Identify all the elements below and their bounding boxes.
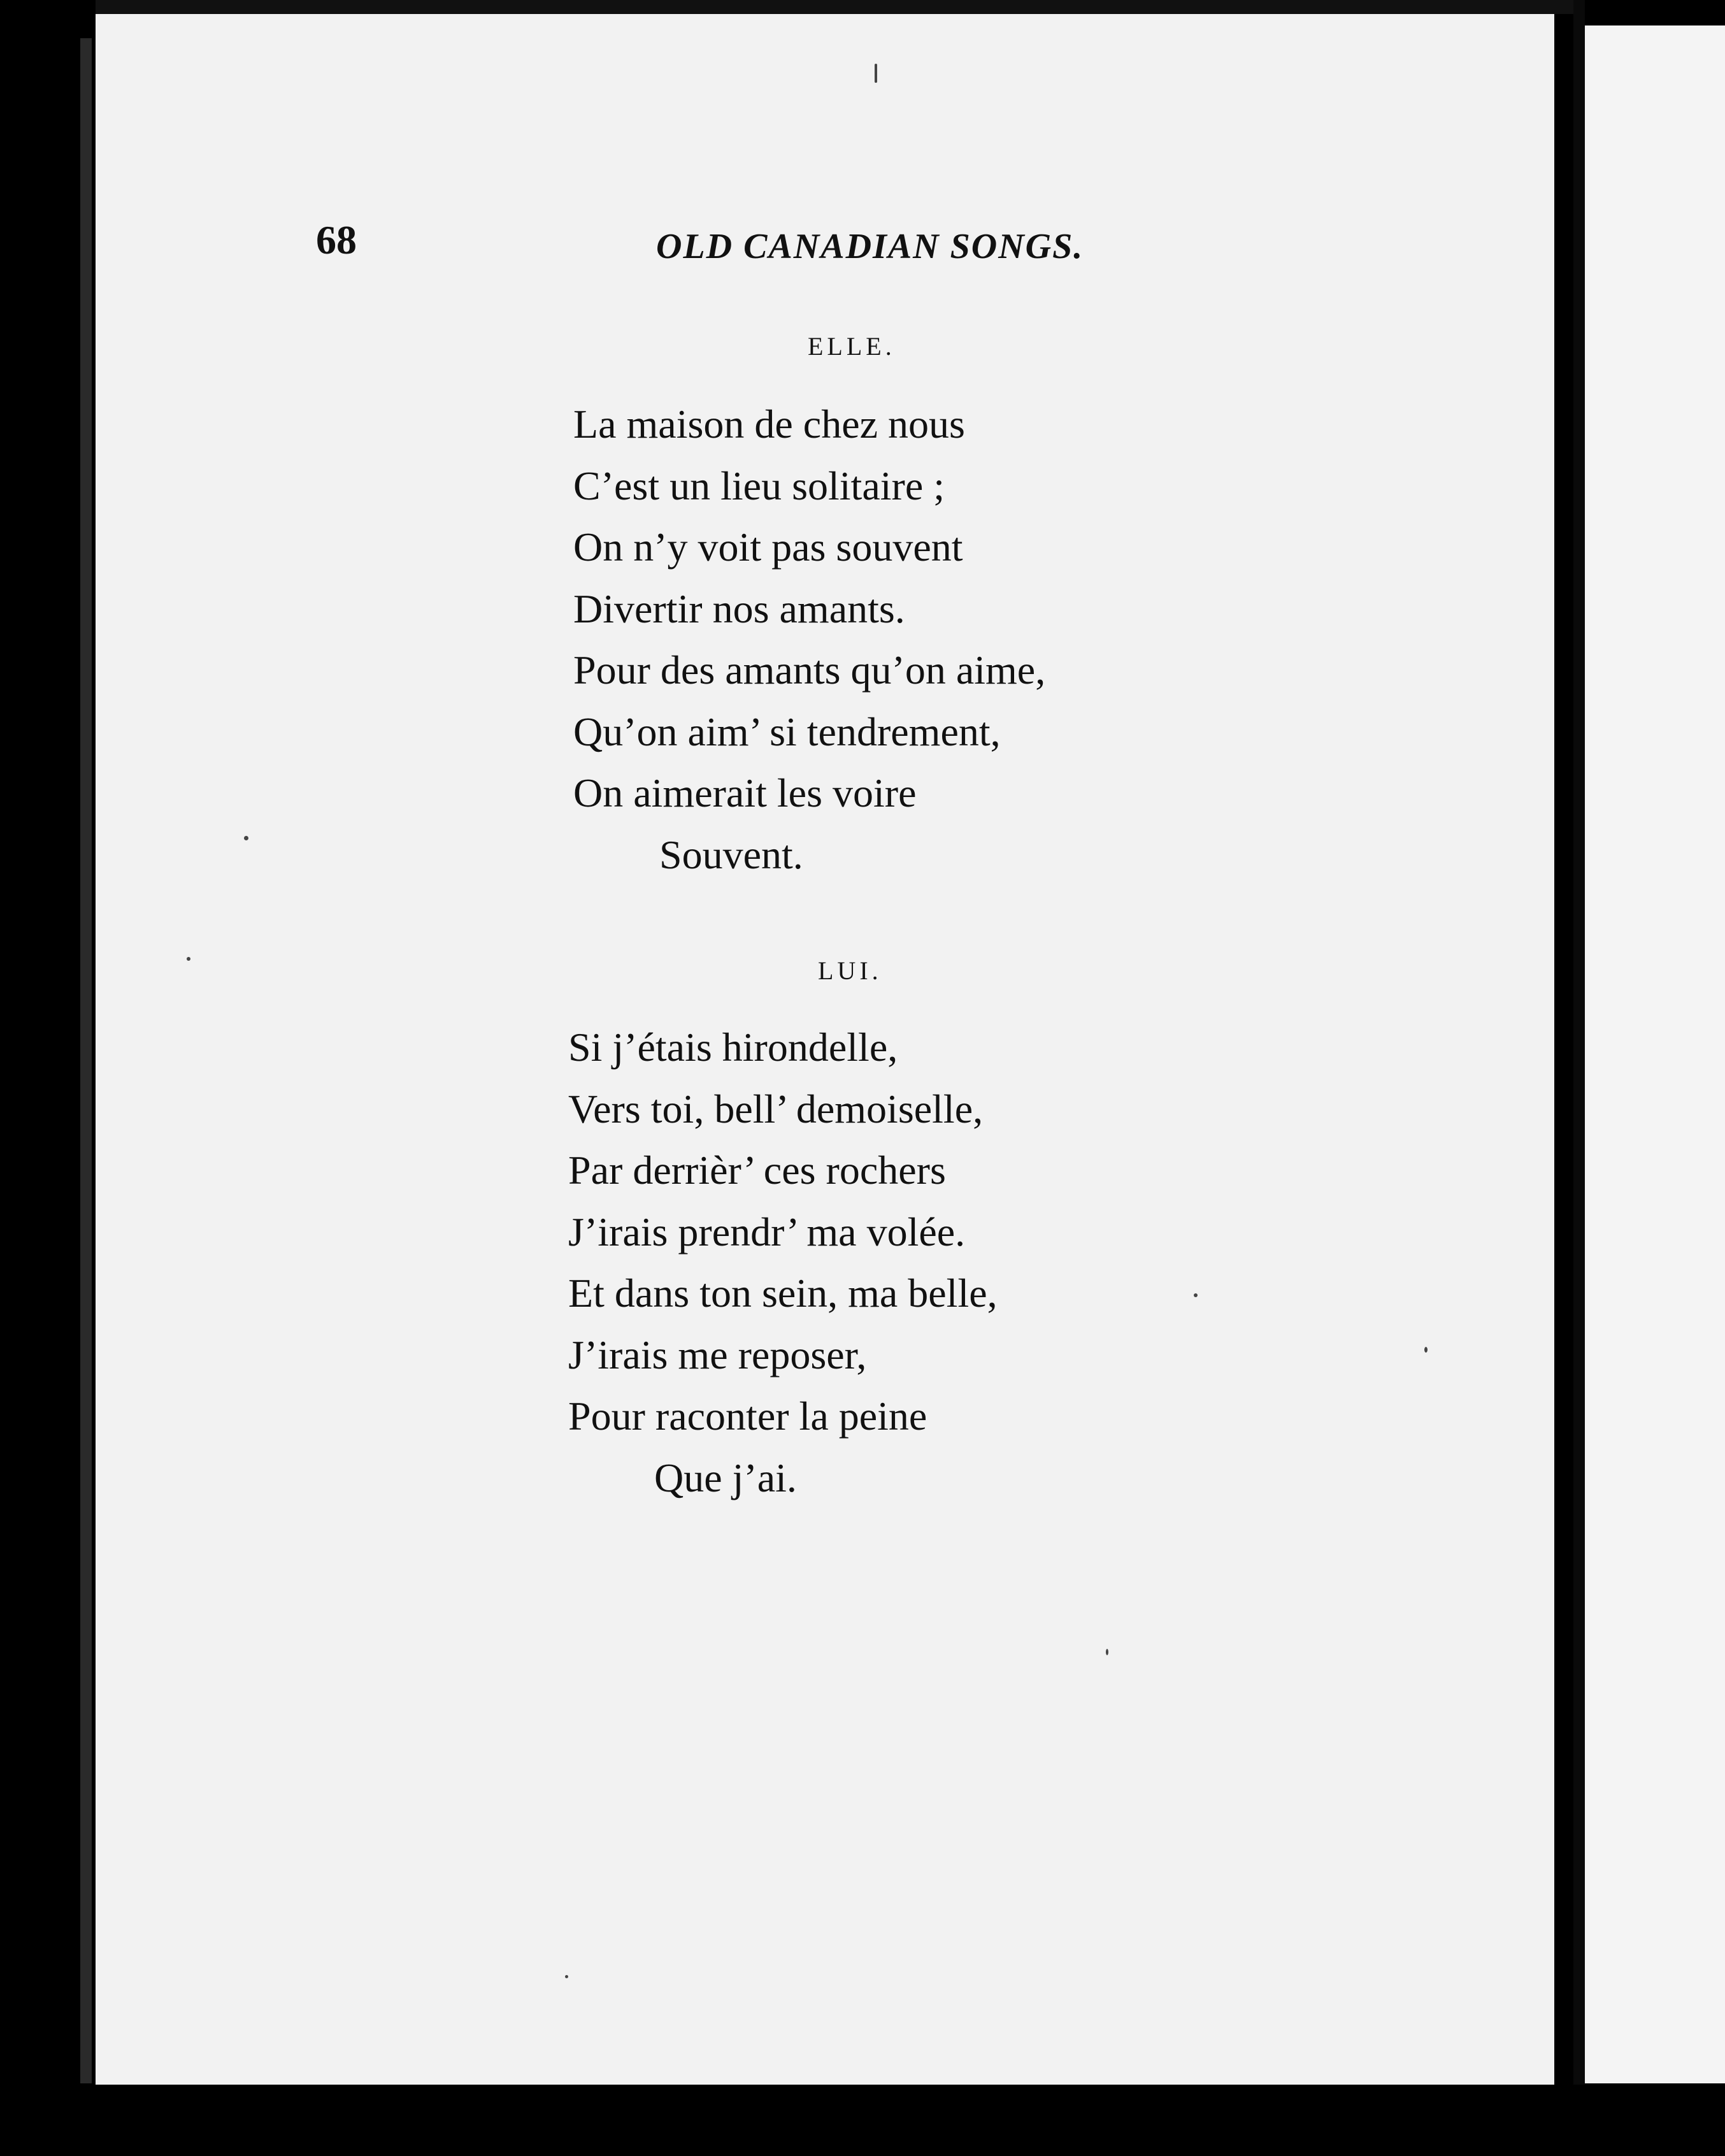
verse-line: Pour des amants qu’on aime,: [573, 647, 1046, 693]
verse-line: On n’y voit pas souvent: [573, 524, 963, 570]
stanza-elle: [573, 394, 1045, 886]
scan-speck: [565, 1975, 568, 1978]
facing-page-edge: [1585, 25, 1725, 2083]
verse-line: Pour raconter la peine: [568, 1393, 927, 1439]
scan-bottom-border: [0, 2085, 1725, 2156]
verse-line-refrain: Souvent.: [659, 831, 803, 877]
verse-line: Si j’étais hirondelle,: [568, 1024, 898, 1070]
verse-line-refrain: Que j’ai.: [654, 1455, 797, 1500]
verse-line: C’est un lieu solitaire ;: [573, 463, 945, 508]
scan-speck: [1194, 1293, 1198, 1297]
speaker-label-lui: LUI.: [818, 956, 882, 985]
verse-line: Et dans ton sein, ma belle,: [568, 1270, 998, 1316]
page-gutter: [1573, 0, 1585, 2096]
scan-speck: [1424, 1347, 1428, 1353]
speaker-label-elle: ELLE.: [808, 332, 896, 361]
verse-line: La maison de chez nous: [573, 401, 965, 447]
scan-top-border: [96, 0, 1573, 14]
scan-speck: [875, 64, 877, 83]
book-spine-edge: [80, 38, 92, 2083]
scan-speck: [1106, 1649, 1108, 1655]
running-head: OLD CANADIAN SONGS.: [656, 227, 1084, 266]
verse-line: Par derrièr’ ces rochers: [568, 1147, 946, 1193]
scan-speck: [187, 957, 190, 961]
page-number: 68: [316, 217, 357, 262]
verse-line: Qu’on aim’ si tendrement,: [573, 708, 1001, 754]
verse-line: Vers toi, bell’ demoiselle,: [568, 1086, 984, 1132]
stanza-lui: [568, 1017, 998, 1509]
verse-line: On aimerait les voire: [573, 770, 917, 816]
verse-line: Divertir nos amants.: [573, 586, 905, 631]
verse-line: J’irais me reposer,: [568, 1332, 867, 1377]
verse-line: J’irais prendr’ ma volée.: [568, 1209, 966, 1254]
scan-speck: [244, 836, 248, 840]
